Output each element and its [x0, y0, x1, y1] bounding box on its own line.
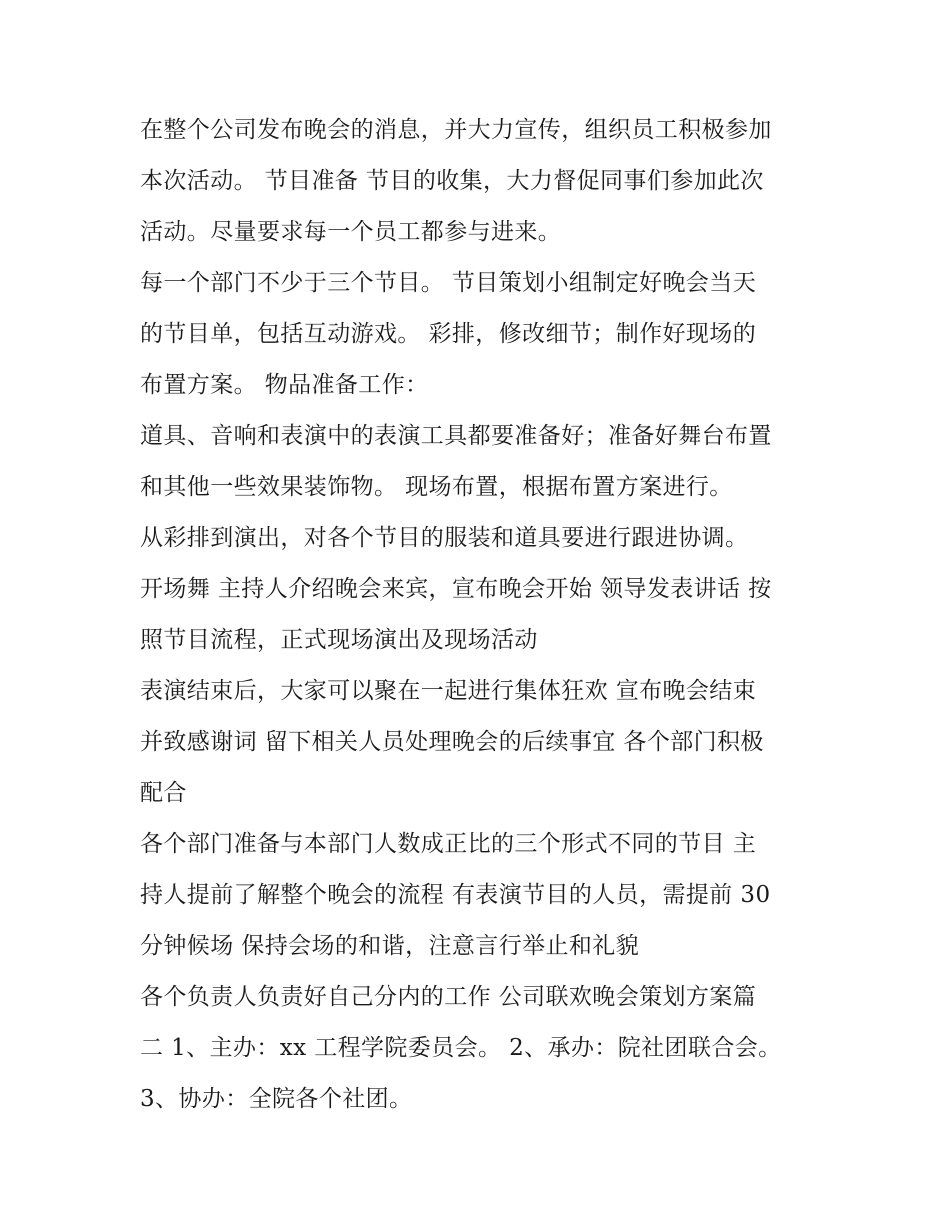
text-line-2: 本次活动。 节目准备 节目的收集，大力督促同事们参加此次 [140, 168, 764, 194]
text-line-16: 持人提前了解整个晚会的流程 有表演节目的人员，需提前 30 [140, 882, 771, 908]
text-line-17: 分钟候场 保持会场的和谐，注意言行举止和礼貌 [140, 933, 640, 959]
text-line-7: 道具、音响和表演中的表演工具都要准备好；准备好舞台布置 [140, 423, 772, 449]
text-line-3: 活动。尽量要求每一个员工都参与进来。 [140, 219, 562, 245]
text-line-13: 并致感谢词 留下相关人员处理晚会的后续事宜 各个部门积极 [140, 729, 764, 755]
text-line-10: 开场舞 主持人介绍晚会来宾，宣布晚会开始 领导发表讲话 按 [140, 576, 772, 602]
text-line-4: 每一个部门不少于三个节目。 节目策划小组制定好晚会当天 [140, 270, 757, 296]
text-line-15: 各个部门准备与本部门人数成正比的三个形式不同的节目 主 [140, 831, 757, 857]
text-line-12: 表演结束后，大家可以聚在一起进行集体狂欢 宣布晚会结束 [140, 678, 757, 704]
text-line-19: 二 1、主办：xx 工程学院委员会。 2、承办：院社团联合会。 [140, 1035, 782, 1061]
text-line-9: 从彩排到演出，对各个节目的服装和道具要进行跟进协调。 [140, 525, 749, 551]
text-line-20: 3、协办：全院各个社团。 [140, 1086, 413, 1112]
text-line-8: 和其他一些效果装饰物。 现场布置，根据布置方案进行。 [140, 474, 733, 500]
text-line-6: 布置方案。 物品准备工作： [140, 372, 429, 398]
text-line-14: 配合 [140, 780, 187, 806]
text-line-5: 的节目单，包括互动游戏。 彩排，修改细节；制作好现场的 [140, 321, 757, 347]
text-line-11: 照节目流程，正式现场演出及现场活动 [140, 627, 538, 653]
document-body [140, 105, 820, 1125]
text-line-18: 各个负责人负责好自己分内的工作 公司联欢晚会策划方案篇 [140, 984, 757, 1010]
text-line-1: 在整个公司发布晚会的消息，并大力宣传，组织员工积极参加 [140, 117, 772, 143]
